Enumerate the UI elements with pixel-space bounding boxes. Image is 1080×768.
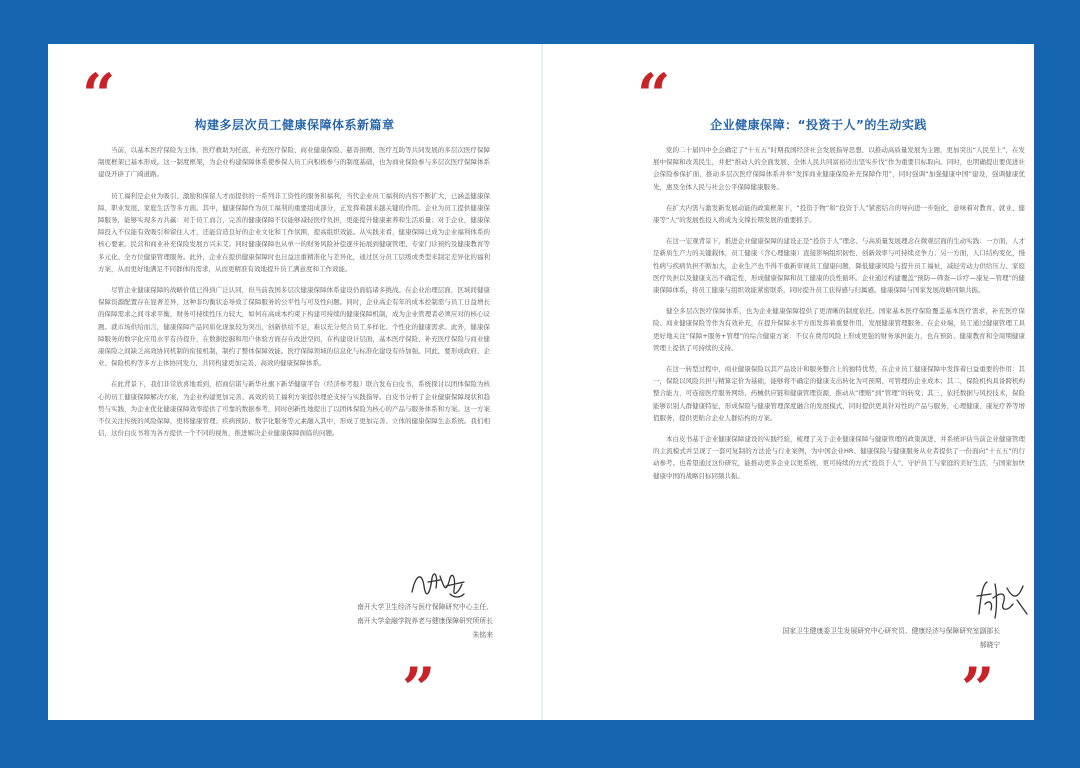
right-page-title: 企业健康保障：“投资于人”的生动实践 [710,118,927,132]
left-author-block [193,600,493,642]
open-quote-icon: “ [82,61,116,129]
paragraph: 在扩大内需与激发新发展动能的政策框架下，“投资于物”和“投资于人”紧密结合的导向进一步强化，意味着对教育、就业、健康等“人”的发展性投入将成为支撑长期发展的重要抓手。 [653,203,1025,225]
left-page [48,44,541,720]
paragraph: 在这一转型过程中，商业健康保险以其产品设计和服务整合上的独特优势，在企业员工健康保障中发挥着日益重要的作用：其一，保险以风险共担与精算定价为基础，能够将不确定的健康支出转化为可预期、可管理的企业成本；其二，保险机构具备跨机构整合能力，可连接医疗服务网络、药械供应链和健康管理资源，推动从“理赔”到“管理”的转变；其三，依托数据与风控技术，保险能够识别人群健康特征，形成保险与健康管理深度融合的发展模式，同时提供更具针对性的产品与服务，心理健康、康复疗养等增值服务，提供更贴合企业人群结构的方案。 [653,365,1025,422]
close-quote-icon: ” [402,655,436,720]
close-quote-icon: ” [961,655,995,720]
open-quote-icon: “ [637,61,671,129]
author-line: 南开大学卫生经济与医疗保障研究中心主任、 [357,603,493,611]
handwritten-signature [406,564,468,604]
paragraph: 党的二十届四中全会确定了“十五五”时期我国经济社会发展指导思想，以推动高质量发展为主题，更加突出“人民至上”，在发展中保障和改善民生，并把“推动人的全面发展、全体人民共同富裕迈出坚实步伐”作为重要目标取向。同时，也明确提出要促进社会保险参保扩面、推动多层次医疗保障体系并举“发挥商业健康保险补充保障作用”，同时强调“加强健康中国”建设，强调健康优先，惠及全体人民与社会公平保障健康服务。 [653,146,1025,191]
right-author-block [660,624,1000,652]
author-name: 郝晓宁 [979,641,1000,649]
author-line: 南开大学金融学院养老与健康保障研究所所长 [357,617,493,625]
author-name: 朱铭来 [472,631,493,639]
left-body-text [98,144,490,448]
book-spread [48,44,1034,720]
left-page-title: 构建多层次员工健康保障体系新篇章 [194,118,395,132]
paragraph: 在此背景下，我们非常欣喜地看到，招商信诺与新华社旗下新华健康平台（经济参考报）联合发布白皮书，系统探讨以团体保险为核心的员工健康保障解决方案，为企业构建更加完善、高效的员工福利方案提供理论支持与实践指导。白皮书分析了企业健康保障现状和趋势与实践，为企业优化健康保障效率提供了可靠的数据参考，同时创新性地提出了以团体保险为核心的产品与服务体系和方案。这一方案不仅关注传统的风险保障，更将健康管理、疾病预防、数字化服务等元素融入其中，形成了更加完善、立体的健康保障生态系统。我们相信，这份白皮书将为各方提供一个不同的视角，推进解决企业健康保障面临的问题。 [98,380,490,438]
author-line: 国家卫生健康委卫生发展研究中心研究员、健康经济与保障研究室副部长 [782,627,1000,635]
paragraph: 本白皮书基于企业健康保障建设的实践经验，梳理了关于企业健康保障与健康管理的政策演进、并系统评估当前企业健康管理的主流模式并呈现了一套可复制的方法论与行业案例，为中国企业HR、健康保险与健康服务从业者提供了一份面向“十五五”的行动参考。也希望通过这份研究，能推动更多企业以更系统、更可持续的方式“投资于人”，守护员工与家庭的美好生活，与国家加快健康中国的战略目标同频共振。 [653,435,1025,480]
handwritten-signature [973,574,1031,622]
paragraph: 尽管企业健康保障的战略价值已得到广泛认同，但当前我国多层次健康保障体系建设仍面临诸多挑战。在企业治理层面，区域间健康保障资源配置存在显著差异，这种非均衡状态导致了保障服务的公平性与可及性问题。同时，企业高企有年的成本控制需与员工日益增长的保障需求之间寻求平衡，财务可持续性压力较大，如何在高成本约束下构建可持续的健康保障机制，成为企业管理者必须应对的核心议题。就市场供给而言，健康保障产品同质化现象较为突出，创新供给不足，难以充分契合员工多样化、个性化的健康需求。此外，健康保障服务的数字化应用水平有待提升，在数据挖掘和用户体验方面存在改进空间，在构建设计层面，基本医疗保险、补充医疗保险与商业健康保险之间缺乏高效协同机制的衔接机制，制约了整体保障效能。医疗保障领域的信息化与标准化建设有待加强。同此，要形成政府、企业、保险机构等多方主体协同发力，共同构建更加完善、高效的健康保障体系。 [98,286,490,368]
paragraph: 员工福利是企业为吸引、激励和保留人才而提供的一系列非工资性的服务和福利，当代企业员工福利的内容不断扩大，已涵盖健康保障、职业发展、家庭生活等多方面。其中，健康保障作为员工福利的重要组成部分，正发挥着越来越关键的作用。企业为员工提供健康保障服务，能够实现多方共赢：对于员工而言，完善的健康保障不仅能够减轻医疗负担，更能提升健康素养和生活质量；对于企业，健康保障投入不仅能有效吸引和留住人才，还能营造良好的企业文化和工作氛围，提高组织效能。从实践来看，健康保障已成为企业福利体系的核心要素。民营和商业补充保险发展方兴未艾。同时健康保障也从单一的财务风险补偿逐步拓展到健康管理、专家门诊预约及健康教育等多元化、全方位健康管理服务。此外，企业在提供健康保障时也日益注重精准化与差异化，通过区分员工层级或类型来制定差异化的福利方案，从而更好地满足不同群体的需求，从而更精准有效地提升员工满意度和工作效能。 [98,191,490,273]
paragraph: 在这一宏观背景下，推进企业健康保障的建设正是“投资于人”理念、与高质量发展理念在微观层面的生动实践：一方面，人才是新质生产力的关键载体，员工健康（含心理健康）直接影响组织韧性、创新效率与可持续竞争力；另一方面，人口结构变化，慢性病与疾病负担不断加大，企业生产也不得不重新审视员工健康问题，降低健康风险与提升员工福祉，减轻劳动力供给压力、家庭医疗负担以及健康支出不确定性，形成健康保障和员工健康的良性循环。企业通过构建覆盖“预防—筛查—诊疗—康复—管理”的健康保障体系，将员工健康与组织效能紧密联系，同时提升员工获得感与归属感。健康保障与国家发展战略同频共振。 [653,237,1025,295]
right-body-text [653,144,1025,491]
paragraph: 健全多层次医疗保障体系，也为企业健康保障提供了更清晰的制度依托。国家基本医疗保险覆盖基本医疗需求，补充医疗保险、商业健康保险等作为有效补充，在提升保障水平方面发挥着重要作用，发展健康管理服务、在企业端，员工通过健康管理工具更好地关注“保障+服务+管理”的综合健康方案：不仅在费用风险上形成更强的财务承担能力，也在预防、健康教育和全周期健康管理上提供了可持续的支持。 [653,307,1025,352]
right-page [543,44,1034,720]
paragraph: 当前，以基本医疗保险为主体，医疗救助为托底，补充医疗保险、商业健康保险、慈善捐赠、医疗互助等共同发展的多层次医疗保障制度框架已基本形成。这一制度框架，为企业构建保障体系使参保人员工向积极参与的制度基础，也为商业保险参与多层次医疗保障体系建设开辟了广阔道路。 [98,146,490,179]
